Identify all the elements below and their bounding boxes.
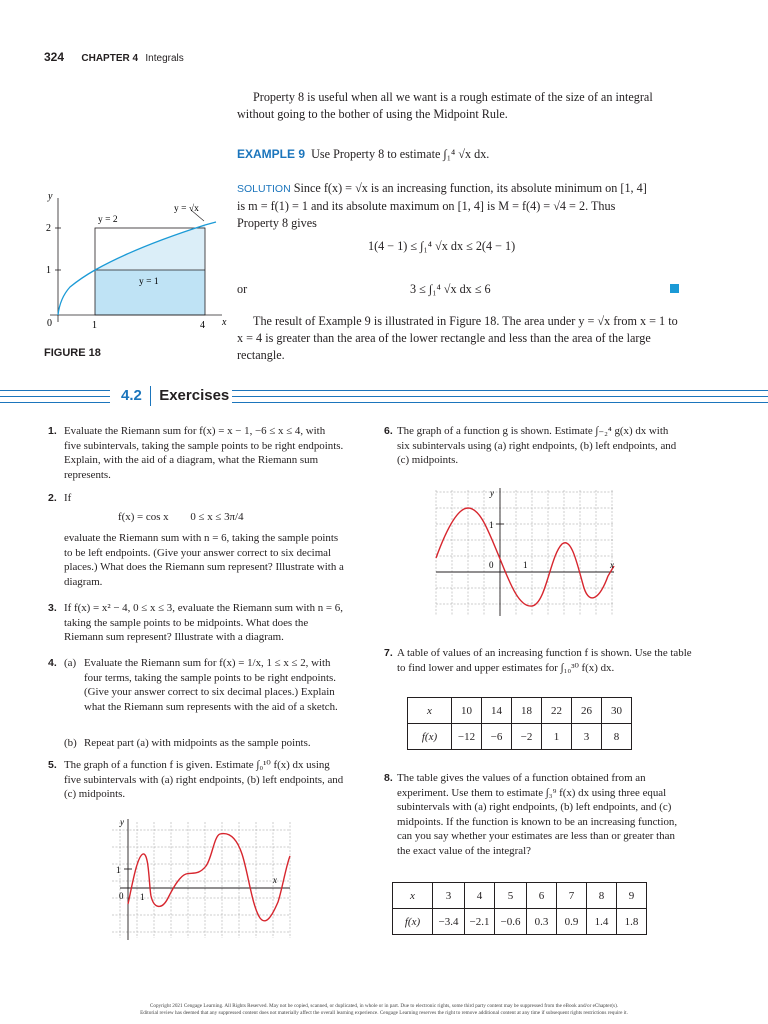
exercise-number: 1. — [48, 425, 57, 437]
table-header: f(x) — [408, 724, 452, 750]
exercise-7-table — [407, 697, 632, 750]
table-cell: 26 — [572, 698, 602, 724]
exercise-number: 3. — [48, 602, 57, 614]
exercise-6-graph — [432, 486, 622, 618]
origin-label: 0 — [489, 560, 494, 570]
table-cell: 0.3 — [527, 909, 557, 935]
figure-18-graph — [36, 188, 236, 338]
section-rule — [0, 396, 110, 397]
exercise-4a: Evaluate the Riemann sum for f(x) = 1/x, 1 ≤ x ≤ 2, with four terms, taking the sample points to be right endpoints. (Give your answer correct to six decimal places.) Explain what the Riemann sum represents with the aid of a sketch. — [84, 657, 338, 713]
table-cell: 1.4 — [587, 909, 617, 935]
exercise-5-graph — [110, 816, 292, 946]
table-cell: 3 — [433, 883, 465, 909]
section-number: 4.2 — [121, 386, 142, 404]
chapter-title: Integrals — [145, 53, 184, 64]
table-cell: 9 — [617, 883, 647, 909]
table-cell: 6 — [527, 883, 557, 909]
exercise-number: 4. — [48, 657, 57, 669]
table-cell: 4 — [465, 883, 495, 909]
axis-x-label: x — [222, 317, 227, 328]
exercise-5: The graph of a function f is given. Estimate ∫₀¹⁰ f(x) dx using five subintervals with (a) right endpoints, (b) left endpoints, and (c) midpoints. — [64, 759, 344, 801]
example-9 — [237, 146, 680, 163]
label-y1: y = 1 — [139, 277, 159, 287]
exercise-number: 6. — [384, 425, 393, 437]
axis-x-label: x — [610, 560, 614, 570]
tick-label-y: 1 — [116, 865, 121, 875]
tick-label-x1: 1 — [92, 320, 97, 331]
exercise-8: The table gives the values of a function obtained from an experiment. Use them to estimate ∫₃⁹ f(x) dx using three equal subintervals with (a) right endpoints, (b) left endpoints, and (c) midpoints. If the function is known to be an increasing function, can you say whether your estimates are less than or greater than the exact value of the integral? — [397, 772, 678, 857]
section-title: Exercises — [159, 386, 230, 404]
table-header: x — [393, 883, 433, 909]
exercise-number: 8. — [384, 772, 393, 784]
solution-line-3: Property 8 gives — [237, 216, 317, 230]
chapter-label: CHAPTER 4 — [81, 53, 139, 64]
intro-paragraph: Property 8 is useful when all we want is a rough estimate of the size of an integral without going to the bother of using the Midpoint Rule. — [237, 90, 653, 121]
table-cell: 8 — [587, 883, 617, 909]
table-cell: −2.1 — [465, 909, 495, 935]
page-number: 324 — [44, 50, 65, 64]
table-cell: 14 — [482, 698, 512, 724]
table-cell: 1 — [542, 724, 572, 750]
axis-y-label: y — [48, 191, 53, 202]
function-curve — [436, 508, 614, 606]
or-label: or — [237, 282, 248, 296]
exercise-3: If f(x) = x² − 4, 0 ≤ x ≤ 3, evaluate the Riemann sum with n = 6, taking the sample points to be midpoints. What does the Riemann sum represent? Illustrate with a diagram. — [64, 602, 343, 644]
axis-x-label: x — [273, 875, 277, 885]
table-header: x — [408, 698, 452, 724]
table-cell: 5 — [495, 883, 527, 909]
example-text: Use Property 8 to estimate ∫₁⁴ √x dx. — [311, 147, 490, 161]
table-cell: −6 — [482, 724, 512, 750]
exercise-7: A table of values of an increasing function f is shown. Use the table to find lower and upper estimates for ∫₁₀³⁰ f(x) dx. — [397, 647, 692, 674]
exercise-number: 2. — [48, 492, 57, 504]
tick-label-x4: 4 — [200, 320, 205, 331]
solution-block — [237, 180, 680, 232]
example-label: EXAMPLE 9 — [237, 147, 306, 161]
solution-line-2: is m = f(1) = 1 and its absolute maximum on [1, 4] is M = f(4) = √4 = 2. Thus — [237, 199, 616, 213]
copyright-line-2: Editorial review has deemed that any suppressed content does not materially affect the overall learning experience. Cengage Learning reserves the right to remove additional content at any time if subsequent rights restrictions require it. — [140, 1010, 628, 1016]
exercise-1: Evaluate the Riemann sum for f(x) = x − 1, −6 ≤ x ≤ 4, with five subintervals, taking the sample points to be right endpoints. Explain, with the aid of a diagram, what the Riemann sum represents. — [64, 425, 344, 481]
tick-label-y2: 2 — [46, 223, 51, 234]
copyright-footer — [40, 1003, 728, 1017]
table-header: f(x) — [393, 909, 433, 935]
table-cell: 3 — [572, 724, 602, 750]
inequality-1: 1(4 − 1) ≤ ∫₁⁴ √x dx ≤ 2(4 − 1) — [368, 239, 516, 253]
section-rule — [232, 390, 768, 391]
result-paragraph: The result of Example 9 is illustrated in Figure 18. The area under y = √x from x = 1 to x = 4 is greater than the area of the lower rectangle and less than the area of the large rectangle. — [237, 314, 678, 362]
copyright-line-1: Copyright 2021 Cengage Learning. All Rights Reserved. May not be copied, scanned, or duplicated, in whole or in part. Due to electronic rights, some third party content may be suppressed from the eBook and/or eChapter(s). — [149, 1003, 619, 1009]
grid — [436, 490, 614, 616]
section-rule — [232, 402, 768, 403]
table-cell: −12 — [452, 724, 482, 750]
exercise-2: evaluate the Riemann sum with n = 6, taking the sample points to be left endpoints. (Give your answer correct to six decimal places.) What does the Riemann sum represent? Illustrate with a diagram. — [64, 532, 344, 588]
tick-label-x: 1 — [523, 560, 528, 570]
exercise-4b: Repeat part (a) with midpoints as the sample points. — [84, 737, 311, 749]
table-cell: 22 — [542, 698, 572, 724]
figure-caption: FIGURE 18 — [44, 347, 101, 359]
solution-label: SOLUTION — [237, 183, 291, 195]
section-divider — [150, 386, 151, 406]
label-y2: y = 2 — [98, 215, 118, 225]
table-row — [393, 883, 647, 909]
table-cell: −0.6 — [495, 909, 527, 935]
tick-label-y1: 1 — [46, 265, 51, 276]
exercise-2-lead: If — [64, 492, 72, 504]
section-rule — [0, 402, 110, 403]
table-cell: −2 — [512, 724, 542, 750]
exercise-2-formula: f(x) = cos x 0 ≤ x ≤ 3π/4 — [118, 511, 244, 523]
table-cell: 10 — [452, 698, 482, 724]
function-curve — [128, 834, 290, 921]
origin-label: 0 — [47, 318, 52, 329]
origin-label: 0 — [119, 891, 124, 901]
table-cell: −3.4 — [433, 909, 465, 935]
section-rule — [232, 396, 768, 397]
tick-label-x: 1 — [140, 892, 145, 902]
table-cell: 30 — [602, 698, 632, 724]
running-header — [44, 50, 184, 64]
exercise-number: 5. — [48, 759, 57, 771]
table-cell: 8 — [602, 724, 632, 750]
curve-label: y = √x — [174, 204, 199, 214]
axis-y-label: y — [120, 817, 124, 827]
area-under-curve — [95, 225, 205, 270]
table-cell: 18 — [512, 698, 542, 724]
table-row — [393, 909, 647, 935]
section-heading — [121, 386, 229, 406]
exercise-number: 7. — [384, 647, 393, 659]
exercise-4a-label: (a) — [64, 657, 77, 669]
exercise-6: The graph of a function g is shown. Estimate ∫₋₂⁴ g(x) dx with six subintervals using (a) right endpoints, (b) left endpoints, and (c) midpoints. — [397, 425, 677, 467]
table-row — [408, 724, 632, 750]
inequality-2: 3 ≤ ∫₁⁴ √x dx ≤ 6 — [410, 282, 491, 296]
section-rule — [0, 390, 110, 391]
axis-y-label: y — [490, 488, 494, 498]
table-row — [408, 698, 632, 724]
solution-line-1: Since f(x) = √x is an increasing function, its absolute minimum on [1, 4] — [293, 181, 647, 195]
end-of-example-marker — [670, 284, 679, 293]
table-cell: 1.8 — [617, 909, 647, 935]
table-cell: 0.9 — [557, 909, 587, 935]
table-cell: 7 — [557, 883, 587, 909]
tick-label-y: 1 — [489, 520, 494, 530]
exercise-8-table — [392, 882, 647, 935]
exercise-4b-label: (b) — [64, 737, 77, 749]
